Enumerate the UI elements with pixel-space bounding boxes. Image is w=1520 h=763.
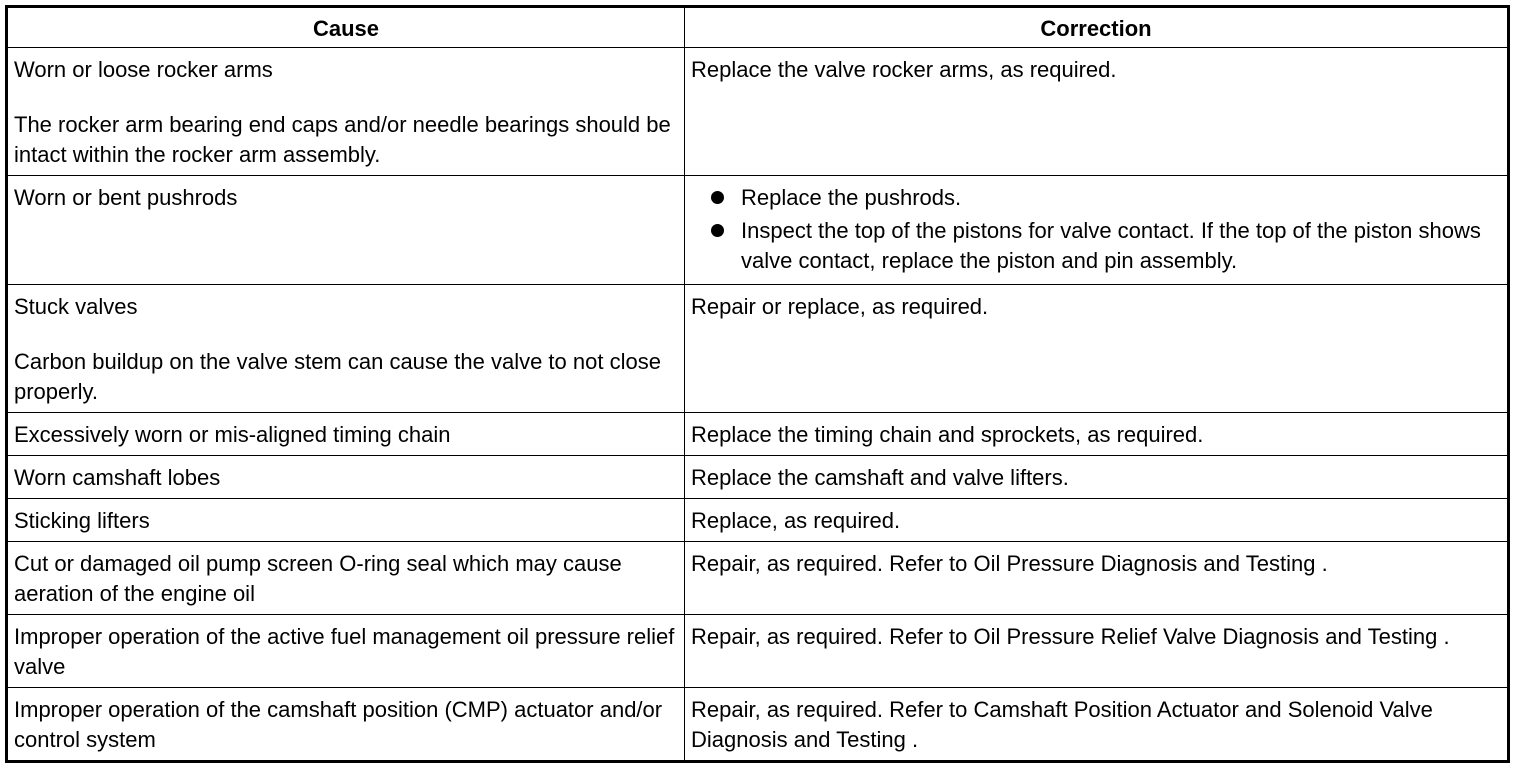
cause-text: Improper operation of the active fuel management oil pressure relief valve: [14, 624, 675, 679]
cause-text: Stuck valves: [14, 294, 138, 319]
correction-cell: [685, 542, 1509, 615]
cause-text: Worn camshaft lobes: [14, 465, 221, 490]
cause-text: Worn or loose rocker arms: [14, 57, 273, 82]
table-row: [7, 688, 1509, 762]
correction-text: Repair or replace, as required.: [691, 294, 989, 319]
correction-text: Replace the valve rocker arms, as required.: [691, 57, 1117, 82]
table-row: [7, 413, 1509, 456]
bullet-text: Inspect the top of the pistons for valve contact. If the top of the piston shows valve contact, replace the piston and pin assembly.: [741, 218, 1481, 273]
correction-text: Repair, as required. Refer to Oil Pressure Diagnosis and Testing .: [691, 551, 1328, 576]
table-row: [7, 48, 1509, 176]
correction-cell: [685, 413, 1509, 456]
cause-cell: [7, 688, 685, 762]
cause-text: Cut or damaged oil pump screen O-ring seal which may cause aeration of the engine oil: [14, 551, 622, 606]
table-row: [7, 456, 1509, 499]
cause-cell: [7, 499, 685, 542]
correction-text: Replace, as required.: [691, 508, 901, 533]
bullet-text: Replace the pushrods.: [741, 185, 962, 210]
correction-cell: [685, 456, 1509, 499]
correction-cell: [685, 176, 1509, 285]
bullet-item: [691, 183, 1501, 213]
cause-cell: [7, 542, 685, 615]
correction-text: Replace the timing chain and sprockets, as required.: [691, 422, 1204, 447]
cause-note: Carbon buildup on the valve stem can cause the valve to not close properly.: [14, 349, 661, 404]
correction-text: Repair, as required. Refer to Camshaft Position Actuator and Solenoid Valve Diagnosis and Testing .: [691, 697, 1433, 752]
correction-text: Replace the camshaft and valve lifters.: [691, 465, 1069, 490]
cause-note: The rocker arm bearing end caps and/or needle bearings should be intact within the rocker arm assembly.: [14, 112, 671, 167]
correction-cell: [685, 688, 1509, 762]
correction-cell: [685, 499, 1509, 542]
correction-header: Correction: [685, 7, 1509, 48]
table-row: [7, 542, 1509, 615]
table-header-row: [7, 7, 1509, 48]
cause-text: Sticking lifters: [14, 508, 150, 533]
cause-cell: [7, 615, 685, 688]
correction-cell: [685, 48, 1509, 176]
table-row: [7, 615, 1509, 688]
correction-cell: [685, 285, 1509, 413]
cause-cell: [7, 48, 685, 176]
correction-cell: [685, 615, 1509, 688]
table-row: [7, 285, 1509, 413]
table-row: [7, 176, 1509, 285]
cause-cell: [7, 456, 685, 499]
cause-text: Excessively worn or mis-aligned timing chain: [14, 422, 451, 447]
table-row: [7, 499, 1509, 542]
cause-cell: [7, 285, 685, 413]
correction-text: Repair, as required. Refer to Oil Pressure Relief Valve Diagnosis and Testing .: [691, 624, 1450, 649]
bullet-item: [691, 216, 1501, 276]
cause-header: Cause: [7, 7, 685, 48]
cause-text: Improper operation of the camshaft position (CMP) actuator and/or control system: [14, 697, 663, 752]
cause-cell: [7, 176, 685, 285]
diagnosis-table: [5, 5, 1510, 763]
correction-bullet-list: [691, 183, 1501, 276]
bullet-dot-icon: [711, 224, 724, 237]
cause-text: Worn or bent pushrods: [14, 185, 238, 210]
cause-cell: [7, 413, 685, 456]
bullet-dot-icon: [711, 191, 724, 204]
